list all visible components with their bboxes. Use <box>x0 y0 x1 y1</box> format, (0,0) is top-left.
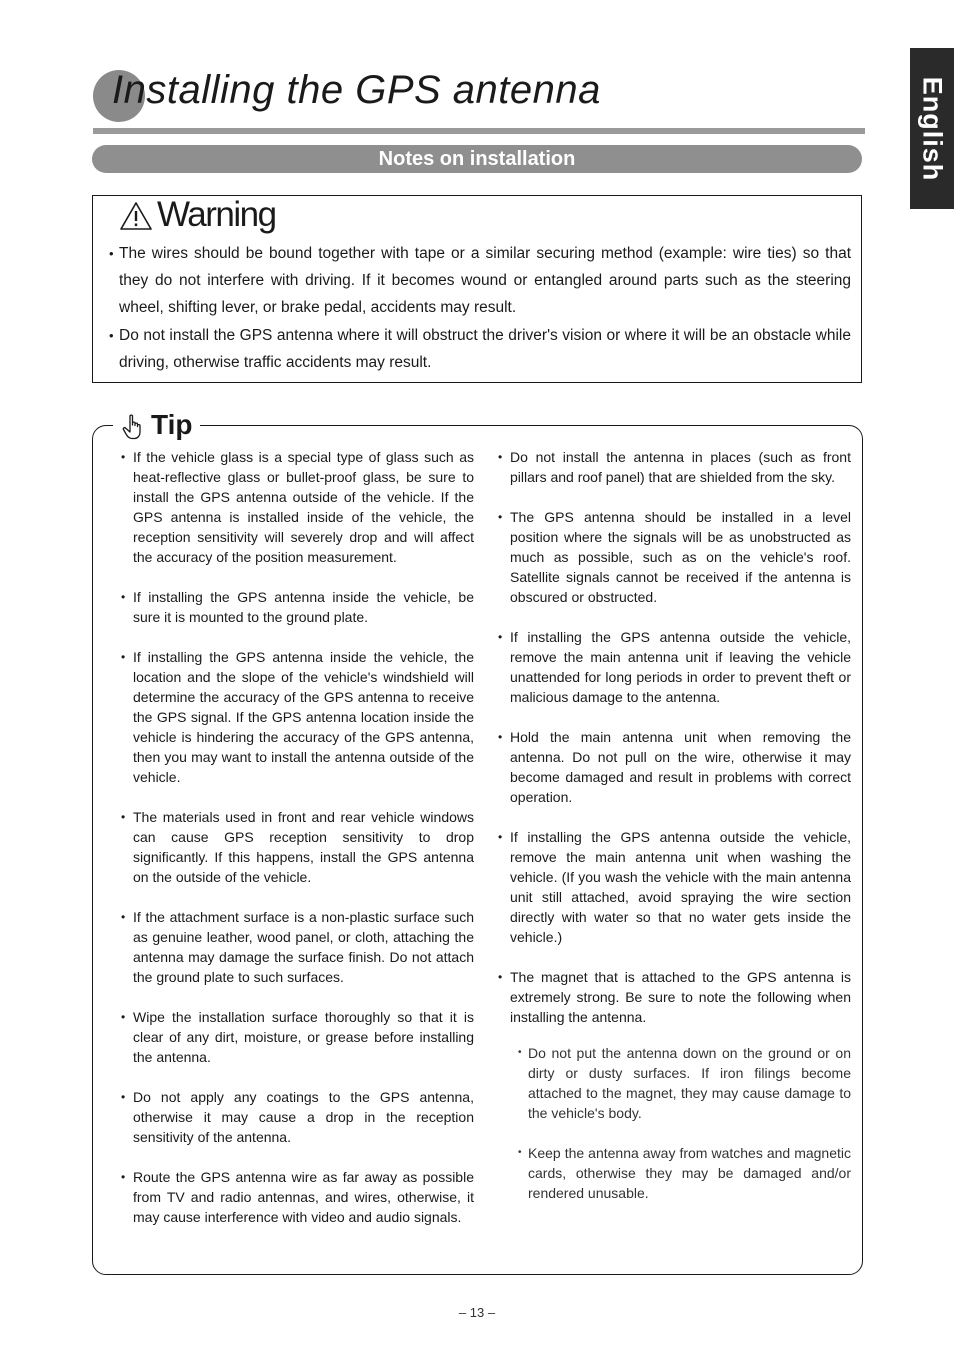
tip-list-right <box>510 447 851 1223</box>
magnet-subitem: • Keep the antenna away from watches and magnetic cards, otherwise they may be damaged and/or rendered unusable. <box>528 1143 851 1203</box>
tip-item: • If installing the GPS antenna inside the vehicle, be sure it is mounted to the ground plate. <box>133 587 474 627</box>
warning-triangle-icon <box>119 201 153 231</box>
page-title: Installing the GPS antenna <box>112 68 601 112</box>
warning-heading-label: Warning <box>157 195 276 234</box>
tip-item: • If installing the GPS antenna outside the vehicle, remove the main antenna unit when washing the vehicle. (If you wash the vehicle with the main antenna unit still attached, avoid spraying the wire section directly with water so that no water gets inside the vehicle.) <box>510 827 851 947</box>
magnet-subitem: • Do not put the antenna down on the ground or on dirty or dusty surfaces. If iron filings become attached to the magnet, they may cause damage to the vehicle's body. <box>528 1043 851 1123</box>
language-tab-label: English <box>917 76 948 181</box>
tip-item: • The materials used in front and rear vehicle windows can cause GPS reception sensitivity to drop significantly. If this happens, install the GPS antenna on the outside of the vehicle. <box>133 807 474 887</box>
warning-item: • Do not install the GPS antenna where it will obstruct the driver's vision or where it will be an obstacle while driving, otherwise traffic accidents may result. <box>109 322 851 376</box>
title-rule <box>93 128 865 134</box>
tip-list-left <box>133 447 474 1247</box>
tip-heading <box>113 405 200 445</box>
tip-item: • Do not apply any coatings to the GPS antenna, otherwise it may cause a drop in the reception sensitivity of the antenna. <box>133 1087 474 1147</box>
tip-item: • If installing the GPS antenna outside the vehicle, remove the main antenna unit if leaving the vehicle unattended for long periods in order to prevent theft or malicious damage to the antenna. <box>510 627 851 707</box>
tip-item: • The GPS antenna should be installed in a level position where the signals will be as unobstructed as much as possible, such as on the vehicle's roof. Satellite signals cannot be received if the antenna is obscured or obstructed. <box>510 507 851 607</box>
section-heading: Notes on installation <box>92 145 862 173</box>
page-number: – 13 – <box>458 1305 496 1320</box>
tip-item-magnet-text: • The magnet that is attached to the GPS antenna is extremely strong. Be sure to note the following when installing the antenna. <box>510 969 851 1025</box>
warning-list <box>109 240 851 377</box>
warning-box <box>92 195 862 383</box>
language-tab <box>910 48 954 209</box>
pointing-hand-icon <box>122 414 144 440</box>
tip-item: • Route the GPS antenna wire as far away as possible from TV and radio antennas, and wires, otherwise, it may cause interference with video and audio signals. <box>133 1167 474 1227</box>
tip-item: • If installing the GPS antenna inside the vehicle, the location and the slope of the vehicle's windshield will determine the accuracy of the GPS antenna to receive the GPS signal. If the GPS antenna location inside the vehicle is hindering the accuracy of the GPS antenna, then you may want to install the antenna outside of the vehicle. <box>133 647 474 787</box>
warning-item: • The wires should be bound together with tape or a similar securing method (example: wire ties) so that they do not interfere with driving. If it becomes wound or entangled around parts such as the steering wheel, shifting lever, or brake pedal, accidents may result. <box>109 240 851 321</box>
tip-item-magnet <box>510 967 851 1203</box>
tip-item: • If the attachment surface is a non-plastic surface such as genuine leather, wood panel, or cloth, attaching the antenna may damage the surface finish. Do not attach the ground plate to such surfaces. <box>133 907 474 987</box>
tip-item: • Do not install the antenna in places (such as front pillars and roof panel) that are shielded from the sky. <box>510 447 851 487</box>
tip-item: • Wipe the installation surface thoroughly so that it is clear of any dirt, moisture, or grease before installing the antenna. <box>133 1007 474 1067</box>
magnet-subitem-list <box>528 1043 851 1203</box>
tip-item: • Hold the main antenna unit when removing the antenna. Do not pull on the wire, otherwise it may become damaged and result in problems with correct operation. <box>510 727 851 807</box>
tip-item: • If the vehicle glass is a special type of glass such as heat-reflective glass or bullet-proof glass, be sure to install the GPS antenna outside of the vehicle. If the GPS antenna is installed inside of the vehicle, the reception sensitivity will severely drop and will affect the accuracy of the position measurement. <box>133 447 474 567</box>
tip-heading-label: Tip <box>151 409 193 440</box>
